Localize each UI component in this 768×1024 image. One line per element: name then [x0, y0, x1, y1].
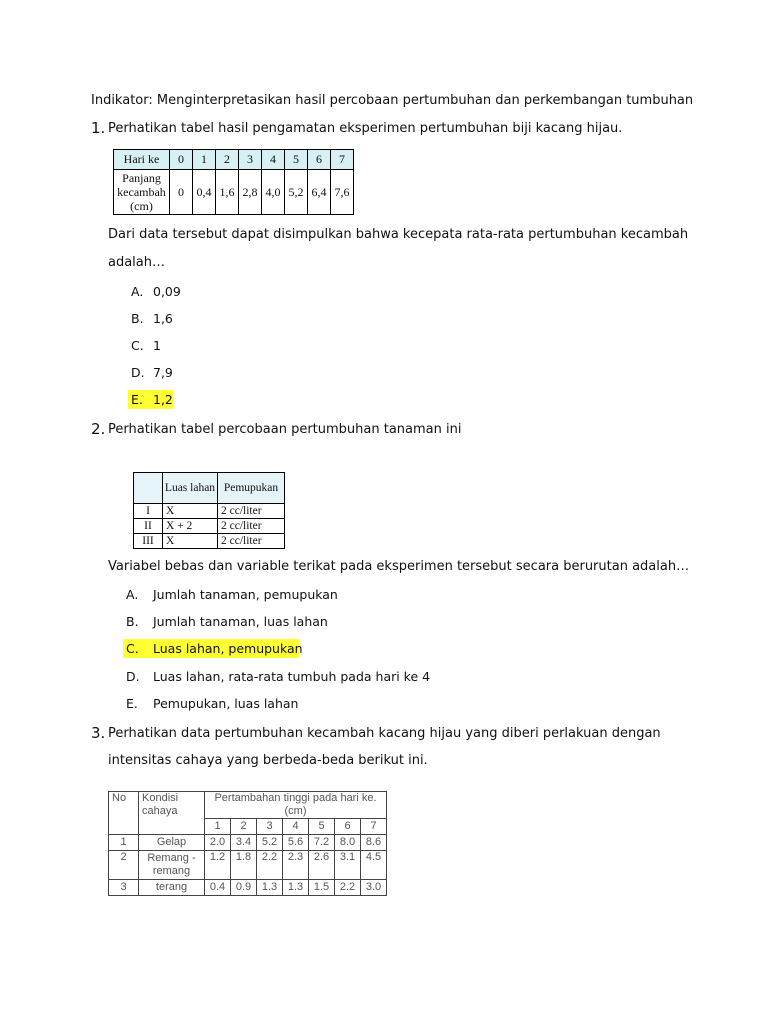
q2-option-text: Luas lahan, pemupukan [153, 641, 303, 656]
q1-row2-label-line: (cm) [130, 199, 153, 213]
q2-table-header: Luas lahan [163, 473, 218, 504]
q1-option-text: 1,2 [153, 392, 173, 407]
q3-number: 3. [91, 724, 106, 742]
q3-header-day: 3 [257, 819, 283, 835]
q1-number: 1. [91, 119, 106, 137]
q3-row-value: 0.9 [231, 880, 257, 896]
q3-row-value: 3.4 [231, 835, 257, 851]
q3-row-value: 3.1 [335, 851, 361, 880]
q1-question-line1: Dari data tersebut dapat disimpulkan bahwa kecepata rata-rata pertumbuhan kecambah [108, 227, 689, 242]
q3-header-day: 6 [335, 819, 361, 835]
q1-prompt: Perhatikan tabel hasil pengamatan eksperimen pertumbuhan biji kacang hijau. [108, 121, 623, 136]
q1-table-day: 6 [308, 150, 331, 170]
q1-table-length: 5,2 [285, 170, 308, 215]
q3-header-day: 4 [283, 819, 309, 835]
q3-row-value: 2.2 [257, 851, 283, 880]
q3-row-kondisi: Gelap [139, 835, 205, 851]
q2-question: Variabel bebas dan variable terikat pada eksperimen tersebut secara berurutan adalah… [108, 559, 690, 574]
q1-row2-label-line: Panjang [122, 171, 161, 185]
q1-table-day: 5 [285, 150, 308, 170]
q3-header-day: 1 [205, 819, 231, 835]
q2-table-cell: X [163, 504, 218, 519]
q1-table [113, 149, 354, 215]
q3-prompt-line2: intensitas cahaya yang berbeda-beda berikut ini. [108, 753, 428, 768]
q3-row-kondisi [139, 851, 205, 880]
q2-table-cell: 2 cc/liter [218, 504, 285, 519]
q1-table-length: 6,4 [308, 170, 331, 215]
q1-row2-label-line: kecambah [117, 185, 166, 199]
q3-row-no: 3 [109, 880, 139, 896]
q1-table-length: 4,0 [262, 170, 285, 215]
q2-option-letter: E. [126, 696, 138, 711]
q1-question-line2: adalah… [108, 255, 166, 270]
q2-table-header [134, 473, 163, 504]
q1-table-row1-label: Hari ke [114, 150, 170, 170]
q3-row-value: 7.2 [309, 835, 335, 851]
q3-row-value: 4.5 [361, 851, 387, 880]
q3-row-value: 2.6 [309, 851, 335, 880]
q3-row-no: 2 [109, 851, 139, 880]
q3-row-value: 5.6 [283, 835, 309, 851]
q3-header-kondisi-line: Kondisi [142, 792, 179, 804]
q3-header-day: 5 [309, 819, 335, 835]
q2-table-header: Pemupukan [218, 473, 285, 504]
q1-table-length: 7,6 [331, 170, 354, 215]
q2-option-text: Pemupukan, luas lahan [153, 696, 299, 711]
q3-header-day: 7 [361, 819, 387, 835]
q3-row-kondisi-line: Remang - [147, 852, 196, 864]
q1-table-day: 2 [216, 150, 239, 170]
q1-table-row2-label [114, 170, 170, 215]
q2-table-cell: 2 cc/liter [218, 534, 285, 549]
q1-option-text: 0,09 [153, 284, 181, 299]
q3-row-value: 3.0 [361, 880, 387, 896]
q3-header-no: No [109, 792, 139, 835]
q3-row-value: 8.6 [361, 835, 387, 851]
q3-prompt-line1: Perhatikan data pertumbuhan kecambah kacang hijau yang diberi perlakuan dengan [108, 726, 661, 741]
q2-table-cell: III [134, 534, 163, 549]
q1-table-length: 0,4 [193, 170, 216, 215]
q3-row-value: 2.0 [205, 835, 231, 851]
q1-option-text: 7,9 [153, 365, 173, 380]
q3-row-value: 1.3 [257, 880, 283, 896]
q3-row-no: 1 [109, 835, 139, 851]
q2-table-cell: I [134, 504, 163, 519]
q3-row-kondisi-line: remang [152, 865, 191, 877]
q1-table-day: 7 [331, 150, 354, 170]
q1-option-letter: B. [131, 311, 144, 326]
q3-table [108, 791, 387, 896]
q2-option-letter: B. [126, 614, 139, 629]
q3-row-value: 2.2 [335, 880, 361, 896]
q1-option-text: 1 [153, 338, 161, 353]
q1-option-letter: C. [131, 338, 144, 353]
q2-table-cell: X [163, 534, 218, 549]
q3-row-value: 1.3 [283, 880, 309, 896]
q2-table-cell: 2 cc/liter [218, 519, 285, 534]
q3-row-value: 1.2 [205, 851, 231, 880]
q3-header-kondisi-line: cahaya [142, 805, 178, 817]
q3-row-value: 1.5 [309, 880, 335, 896]
q1-option-text: 1,6 [153, 311, 173, 326]
q1-option-letter: E. [131, 392, 143, 407]
q3-header-day: 2 [231, 819, 257, 835]
q1-table-length: 1,6 [216, 170, 239, 215]
q3-row-value: 0.4 [205, 880, 231, 896]
q3-row-value: 2.3 [283, 851, 309, 880]
q2-option-letter: A. [126, 587, 139, 602]
q1-table-day: 3 [239, 150, 262, 170]
q2-number: 2. [91, 420, 106, 438]
q2-option-text: Jumlah tanaman, luas lahan [153, 614, 328, 629]
q1-option-letter: A. [131, 284, 144, 299]
q1-table-day: 0 [170, 150, 193, 170]
q2-table-cell: X + 2 [163, 519, 218, 534]
q2-table [133, 472, 285, 549]
q3-row-kondisi: terang [139, 880, 205, 896]
q1-table-length: 0 [170, 170, 193, 215]
q2-option-text: Luas lahan, rata-rata tumbuh pada hari ke 4 [153, 669, 431, 684]
q3-header-kondisi [139, 792, 205, 835]
q3-header-growth: Pertambahan tinggi pada hari ke. (cm) [205, 792, 387, 819]
q2-table-cell: II [134, 519, 163, 534]
indikator-text: Indikator: Menginterpretasikan hasil percobaan pertumbuhan dan perkembangan tumbuhan [91, 93, 694, 108]
q2-option-text: Jumlah tanaman, pemupukan [153, 587, 338, 602]
q3-row-value: 1.8 [231, 851, 257, 880]
q3-row-value: 5.2 [257, 835, 283, 851]
q1-table-day: 4 [262, 150, 285, 170]
q2-option-letter: C. [126, 641, 139, 656]
q1-table-length: 2,8 [239, 170, 262, 215]
q3-row-value: 8.0 [335, 835, 361, 851]
q2-option-letter: D. [126, 669, 140, 684]
q2-prompt: Perhatikan tabel percobaan pertumbuhan tanaman ini [108, 422, 462, 437]
q1-table-day: 1 [193, 150, 216, 170]
q1-option-letter: D. [131, 365, 145, 380]
